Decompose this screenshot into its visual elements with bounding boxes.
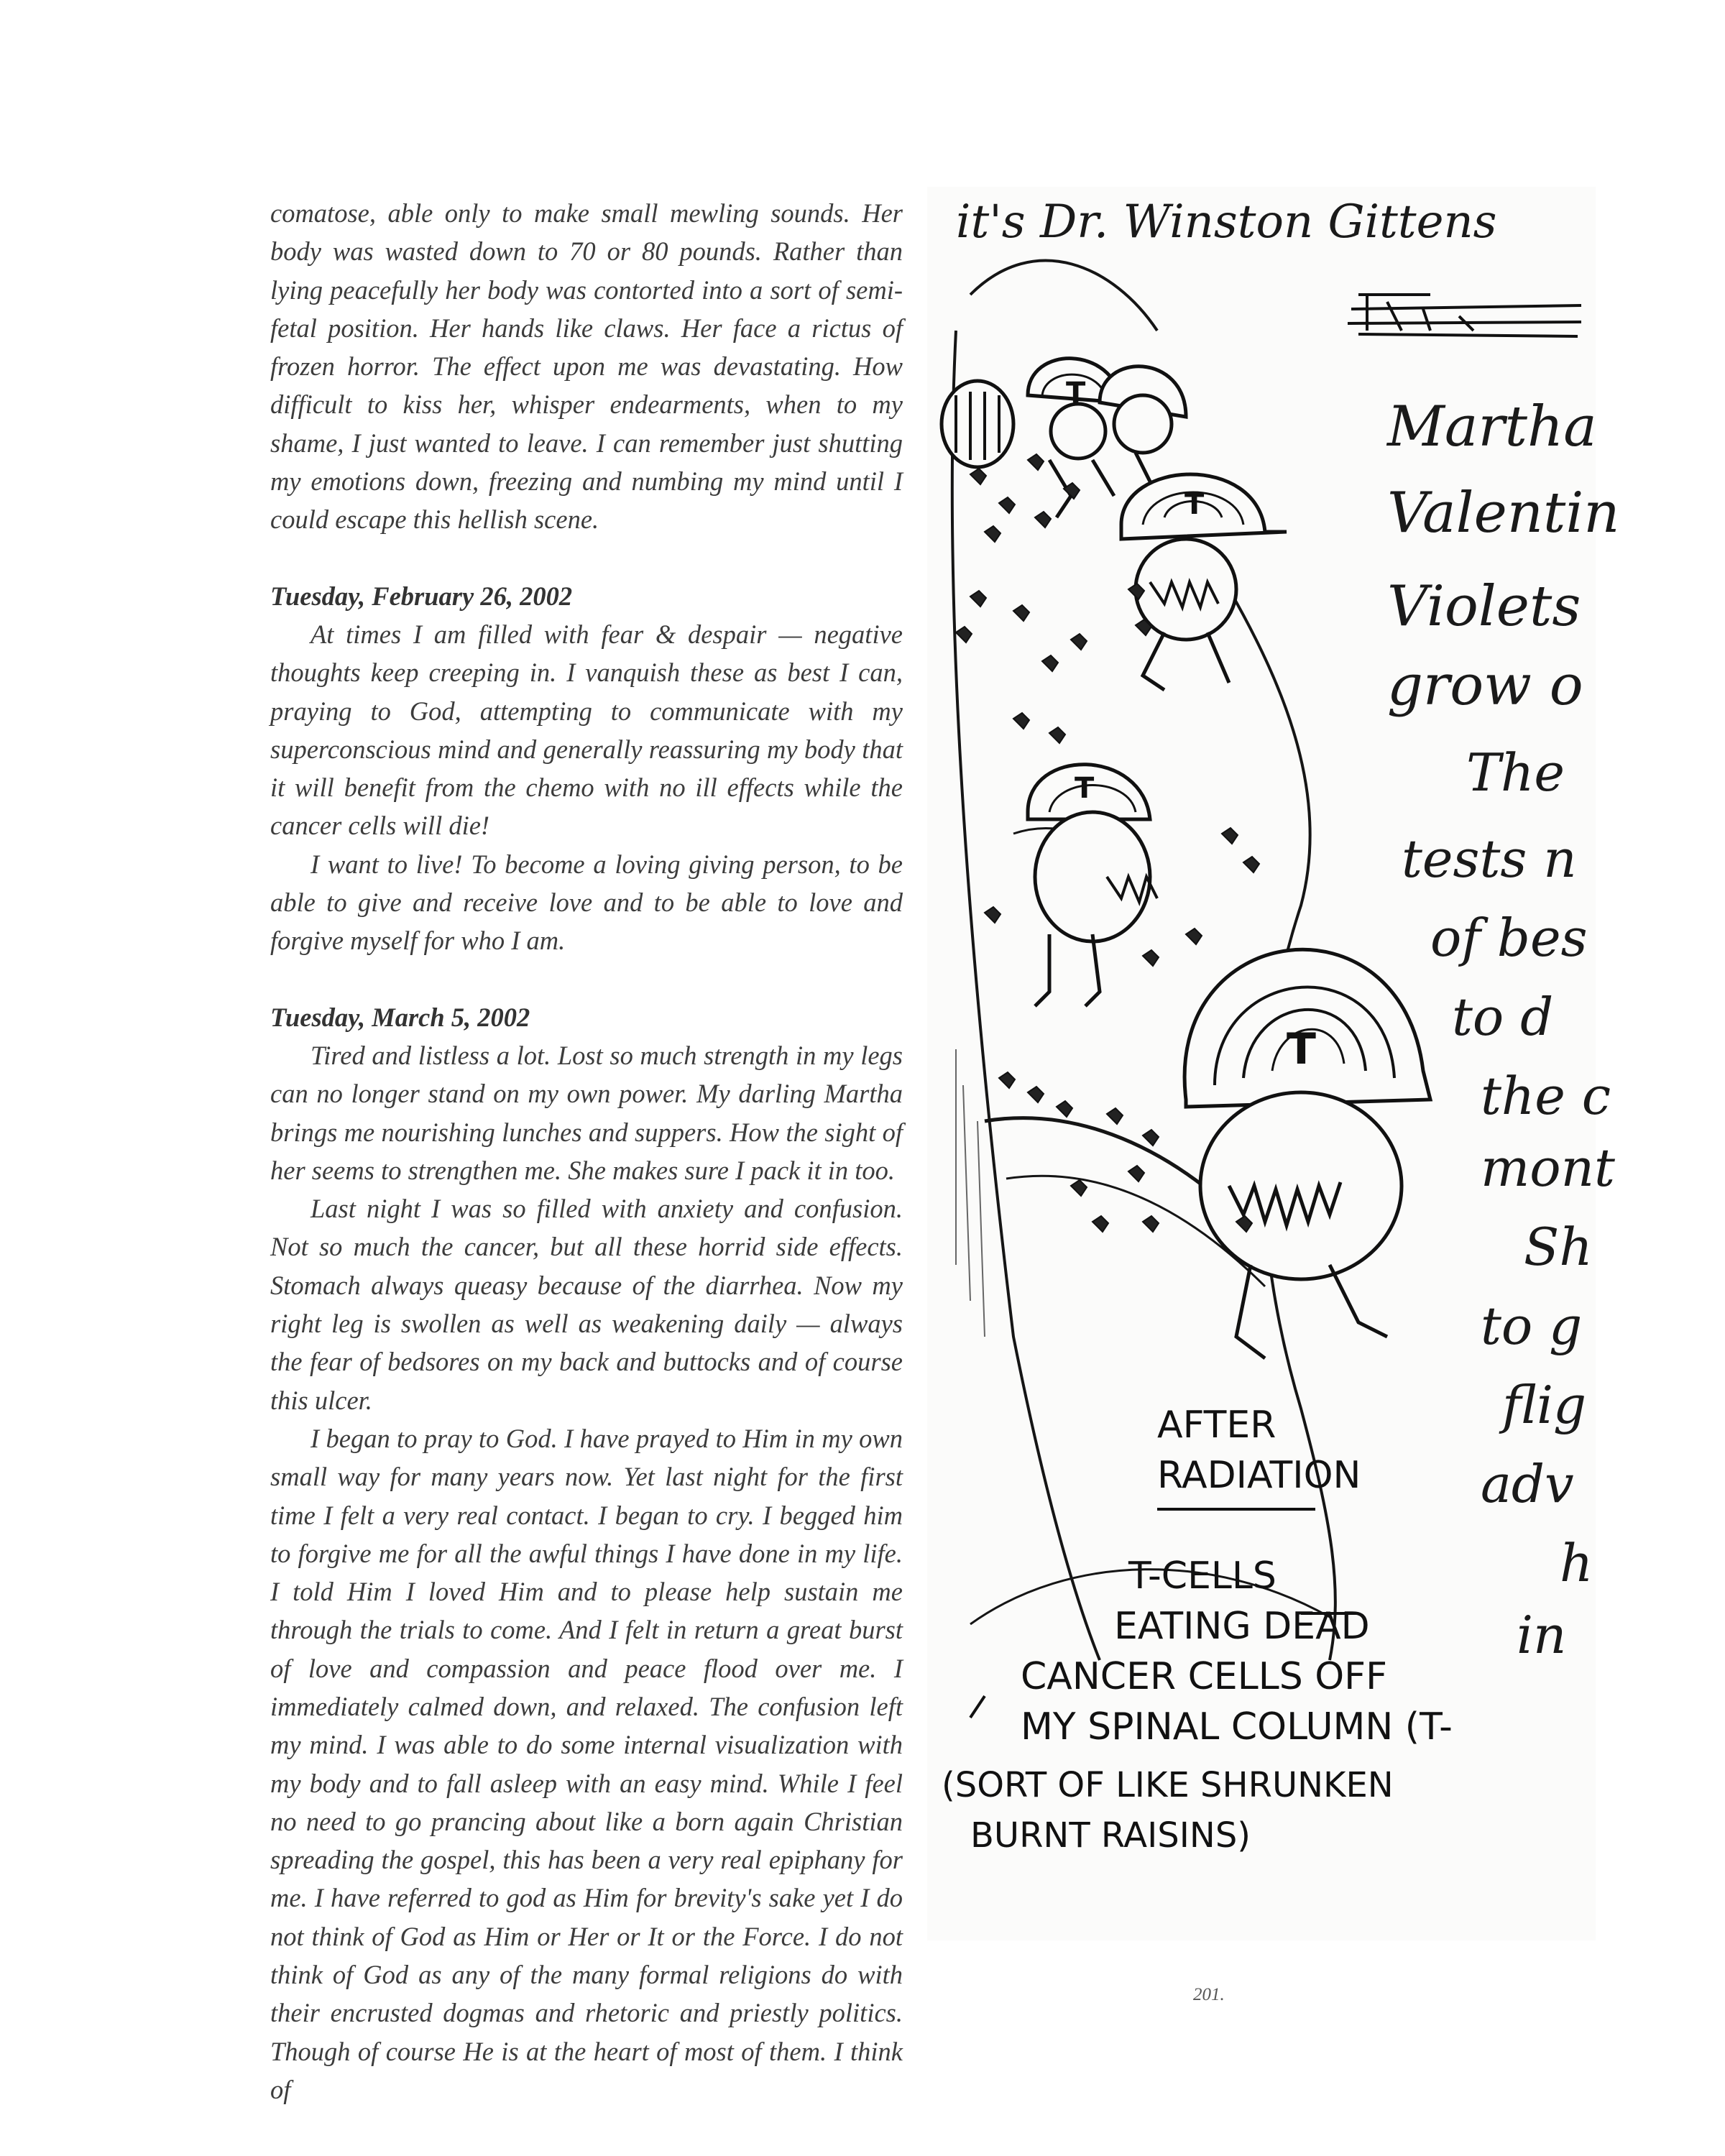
margin-word: Martha: [1387, 395, 1597, 459]
caption-line: AFTER: [1157, 1404, 1276, 1447]
caption-line: CANCER CELLS OFF: [1021, 1655, 1387, 1698]
entry-date-heading: Tuesday, March 5, 2002: [270, 1002, 530, 1032]
margin-word: Violets: [1387, 574, 1581, 639]
caption-line: T-CELLS: [1128, 1554, 1276, 1598]
margin-word: in: [1517, 1605, 1567, 1665]
sketch-caption: [942, 1404, 1453, 1856]
journal-text-column: [270, 194, 903, 2109]
caption-line: (SORT OF LIKE SHRUNKEN: [942, 1765, 1394, 1805]
page-number: 201.: [1193, 1985, 1225, 2004]
margin-word: grow o: [1387, 653, 1583, 718]
caption-line: MY SPINAL COLUMN (T-: [1021, 1705, 1453, 1749]
caption-line: BURNT RAISINS): [970, 1815, 1251, 1856]
margin-word: tests n: [1402, 829, 1577, 889]
caption-line: RADIATION: [1157, 1454, 1361, 1497]
margin-word: to g: [1481, 1296, 1583, 1356]
opening-paragraph: comatose, able only to make small mewling sounds. Her body was wasted down to 70 or 80 pounds. Rather than lying peacefully her body was contorted into a sort of semi-fetal position. Her hands like claws. Her face a rictus of frozen horror. The effect upon me was devastating. How difficult to kiss her, whisper endearments, when to my shame, I just wanted to leave. I can remember just shutting my emotions down, freezing and numbing my mind until I could escape this hellish scene.: [270, 198, 903, 535]
right-margin-script: [1386, 395, 1620, 1665]
entry-date-heading: Tuesday, February 26, 2002: [270, 581, 573, 611]
margin-word: Valentin: [1387, 481, 1620, 545]
margin-word: to d: [1452, 987, 1554, 1047]
helmet-letter: T: [1066, 377, 1086, 410]
margin-word: the c: [1481, 1066, 1611, 1126]
margin-word: The: [1466, 742, 1565, 803]
helmet-letter: T: [1075, 772, 1095, 805]
entry-paragraph: I want to live! To become a loving giving person, to be able to give and receive love and to be able to love and forgive myself for who I am.: [270, 849, 903, 956]
margin-word: Sh: [1524, 1217, 1593, 1277]
helmet-letter: T: [1287, 1024, 1316, 1074]
entry-paragraph: Tired and listless a lot. Lost so much strength in my legs can no longer stand on my own power. My darling Martha brings me nourishing lunches and suppers. How the sight of her seems to strengthen me. She makes sure I pack it in too.: [270, 1040, 903, 1185]
margin-word: h: [1560, 1533, 1593, 1593]
struck-out-scribble: [1348, 295, 1581, 336]
sketch-header-script: it's Dr. Winston Gittens: [956, 195, 1497, 249]
margin-word: mont: [1481, 1138, 1615, 1198]
margin-word: adv: [1481, 1454, 1574, 1514]
margin-word: of bes: [1430, 908, 1588, 968]
pen-sketch-illustration: [927, 187, 1620, 1940]
caption-line: EATING DEAD: [1114, 1605, 1370, 1648]
entry-paragraph: I began to pray to God. I have prayed to Him in my own small way for many years now. Yet last night for the first time I felt a very real contact. I began to cry. I begged him to forgive me for all the awful things I have done in my life. I told Him I loved Him and to please help sustain me through the trials to come. And I felt in return a great burst of love and compassion and peace flood over me. I immediately calmed down, and relaxed. The confusion left my mind. I was able to do some internal visualization with my body and to fall asleep with an easy mind. While I feel no need to go prancing about like a born again Christian spreading the gospel, this has been a very real epiphany for me. I have referred to god as Him for brevity's sake yet I do not think of God as Him or Her or It or the Force. I do not think of God as any of the many formal religions do with their encrusted dogmas and rhetoric and priestly politics. Though of course He is at the heart of most of them. I think of: [270, 1423, 903, 2104]
helmet-letter: T: [1184, 488, 1205, 521]
entry-paragraph: Last night I was so filled with anxiety and confusion. Not so much the cancer, but all these horrid side effects. Stomach always queasy because of the diarrhea. Now my right leg is swollen as well as weakening daily — always the fear of bedsores on my back and buttocks and of course this ulcer.: [270, 1194, 903, 1415]
margin-word: flig: [1502, 1375, 1587, 1435]
entry-paragraph: At times I am filled with fear & despair — negative thoughts keep creeping in. I vanquish these as best I can, praying to God, attempting to communicate with my superconscious mind and generally reassuring my body that it will benefit from the chemo with no ill effects while the cancer cells will die!: [270, 619, 903, 841]
sketch-drawing: [927, 187, 1620, 1940]
